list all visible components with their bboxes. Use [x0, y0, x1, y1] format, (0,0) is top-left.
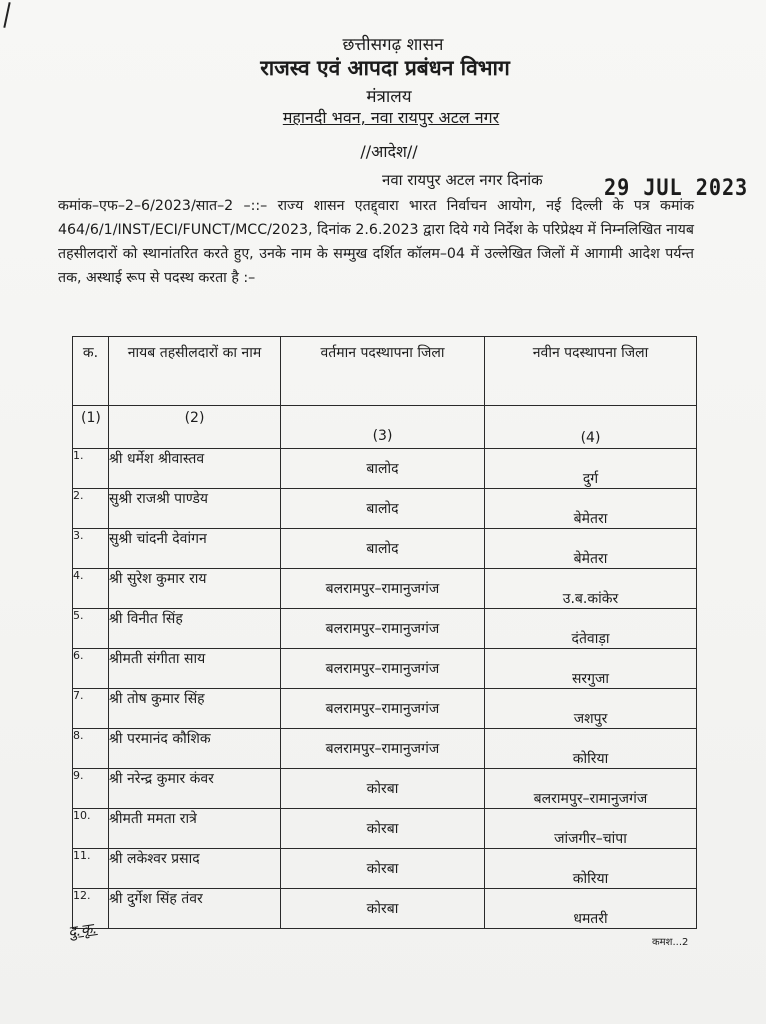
- serial-cell: 2.: [73, 489, 109, 529]
- serial-cell: 11.: [73, 849, 109, 889]
- name-cell: श्री धर्मेश श्रीवास्तव: [109, 449, 281, 489]
- col-number: (2): [109, 406, 281, 449]
- name-cell: श्री परमानंद कौशिक: [109, 729, 281, 769]
- new-district-cell: बेमेतरा: [485, 489, 697, 529]
- table-row: [73, 569, 697, 609]
- current-district-cell: बलरामपुर–रामानुजगंज: [281, 689, 485, 729]
- new-district-cell: कोरिया: [485, 729, 697, 769]
- current-district-cell: कोरबा: [281, 889, 485, 929]
- serial-cell: 4.: [73, 569, 109, 609]
- handwritten-initials: दु.कृ.: [66, 919, 99, 941]
- new-district-cell: बेमेतरा: [485, 529, 697, 569]
- transfer-table: [72, 336, 697, 929]
- name-cell: सुश्री राजश्री पाण्डेय: [109, 489, 281, 529]
- table-row: [73, 449, 697, 489]
- pen-mark: [3, 2, 10, 28]
- date-stamp: 29 JUL 2023: [604, 176, 749, 201]
- order-title: //आदेश//: [360, 142, 418, 161]
- table-row: [73, 489, 697, 529]
- table-row: [73, 689, 697, 729]
- current-district-cell: बलरामपुर–रामानुजगंज: [281, 729, 485, 769]
- serial-cell: 3.: [73, 529, 109, 569]
- name-cell: श्री दुर्गेश सिंह तंवर: [109, 889, 281, 929]
- name-cell: श्रीमती संगीता साय: [109, 649, 281, 689]
- header-new-district: नवीन पदस्थापना जिला: [485, 337, 697, 406]
- table-row: [73, 889, 697, 929]
- address-line: महानदी भवन, नवा रायपुर अटल नगर: [282, 108, 500, 127]
- name-cell: सुश्री चांदनी देवांगन: [109, 529, 281, 569]
- name-cell: श्री सुरेश कुमार राय: [109, 569, 281, 609]
- name-cell: श्री नरेन्द्र कुमार कंवर: [109, 769, 281, 809]
- column-number-row: [73, 406, 697, 449]
- continued-note: कमश...2: [652, 937, 689, 948]
- current-district-cell: बलरामपुर–रामानुजगंज: [281, 609, 485, 649]
- new-district-cell: जशपुर: [485, 689, 697, 729]
- table-row: [73, 649, 697, 689]
- header-serial: क.: [73, 337, 109, 406]
- govt-name: छत्तीसगढ़ शासन: [342, 35, 444, 55]
- order-paragraph: कमांक–एफ–2–6/2023/सात–2 –::– राज्य शासन एतद्द्वारा भारत निर्वाचन आयोग, नई दिल्ली के पत्र कमांक 464/6/1/INST/ECI/FUNCT/MCC/2023, दिनांक 2.6.2023 द्वारा दिये गये निर्देश के परिप्रेक्ष्य में निम्नलिखित नायब तहसीलदारों को स्थानांतरित करते हुए, उनके नाम के सम्मुख दर्शित कॉलम–04 में उल्लेखित जिलों में आगामी आदेश पर्यन्त तक, अस्थाई रूप से पदस्थ करता है :–: [58, 198, 694, 286]
- current-district-cell: बालोद: [281, 529, 485, 569]
- name-cell: श्री विनीत सिंह: [109, 609, 281, 649]
- serial-cell: 6.: [73, 649, 109, 689]
- table-row: [73, 809, 697, 849]
- name-cell: श्री लकेश्वर प्रसाद: [109, 849, 281, 889]
- serial-cell: 1.: [73, 449, 109, 489]
- current-district-cell: कोरबा: [281, 809, 485, 849]
- name-cell: श्रीमती ममता रात्रे: [109, 809, 281, 849]
- table-row: [73, 849, 697, 889]
- new-district-cell: कोरिया: [485, 849, 697, 889]
- col-number: (3): [281, 406, 485, 449]
- serial-cell: 10.: [73, 809, 109, 849]
- serial-cell: 7.: [73, 689, 109, 729]
- new-district-cell: दुर्ग: [485, 449, 697, 489]
- col-number: (4): [485, 406, 697, 449]
- header-current-district: वर्तमान पदस्थापना जिला: [281, 337, 485, 406]
- table-header-row: [73, 337, 697, 406]
- header-name: नायब तहसीलदारों का नाम: [109, 337, 281, 406]
- table-row: [73, 609, 697, 649]
- col-number: (1): [73, 406, 109, 449]
- current-district-cell: कोरबा: [281, 769, 485, 809]
- ministry-label: मंत्रालय: [366, 87, 412, 107]
- table-row: [73, 729, 697, 769]
- dateline: नवा रायपुर अटल नगर दिनांक: [382, 171, 543, 189]
- new-district-cell: बलरामपुर–रामानुजगंज: [485, 769, 697, 809]
- serial-cell: 9.: [73, 769, 109, 809]
- new-district-cell: सरगुजा: [485, 649, 697, 689]
- current-district-cell: बालोद: [281, 489, 485, 529]
- current-district-cell: बालोद: [281, 449, 485, 489]
- new-district-cell: दंतेवाड़ा: [485, 609, 697, 649]
- new-district-cell: उ.ब.कांकेर: [485, 569, 697, 609]
- current-district-cell: बलरामपुर–रामानुजगंज: [281, 569, 485, 609]
- serial-cell: 5.: [73, 609, 109, 649]
- new-district-cell: जांजगीर–चांपा: [485, 809, 697, 849]
- current-district-cell: कोरबा: [281, 849, 485, 889]
- new-district-cell: धमतरी: [485, 889, 697, 929]
- table-row: [73, 529, 697, 569]
- serial-cell: 8.: [73, 729, 109, 769]
- current-district-cell: बलरामपुर–रामानुजगंज: [281, 649, 485, 689]
- name-cell: श्री तोष कुमार सिंह: [109, 689, 281, 729]
- department-name: राजस्व एवं आपदा प्रबंधन विभाग: [260, 56, 510, 80]
- table-row: [73, 769, 697, 809]
- serial-cell: 12.: [73, 889, 109, 929]
